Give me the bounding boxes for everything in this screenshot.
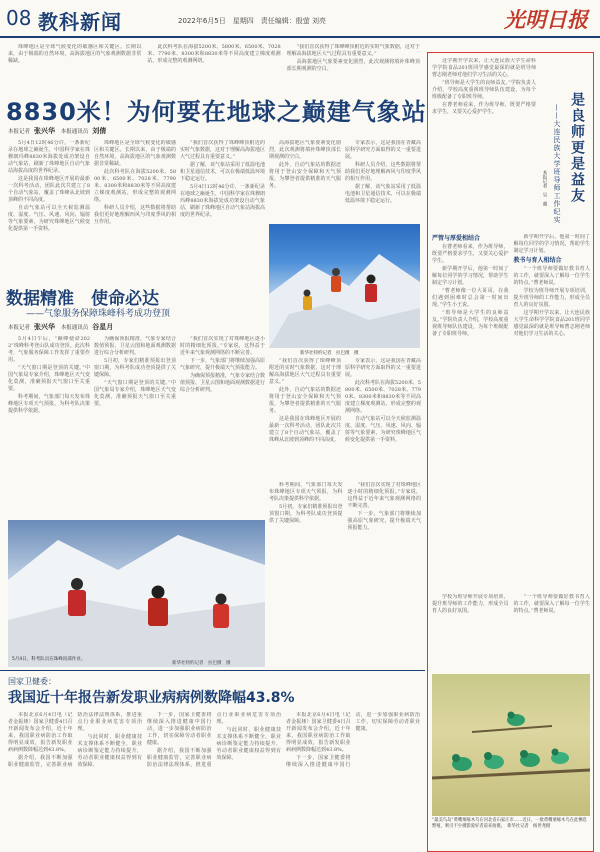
page-number: 08 xyxy=(6,6,32,30)
story2-subtitle: ——气象服务保障珠峰科考成功登顶 xyxy=(26,309,171,319)
issue-meta: 2022年6月5日 星期四 责任编辑：殷萤 刘亮 xyxy=(178,17,326,25)
story2-col2: 为确保预报精准，气象专家结合数值预报、卫星云图和地面观测数据进行综合分析研判。 5月初，专家们精准预报出登顶窗口期，为科考队成功登顶提供了关键保障。 “天气窗口期是登顶的关键。”中国气象局专家介绍，珠峰地区天气变化莫测，准确预报天气窗口至关重要。 xyxy=(94,336,176,407)
story2-byline: 本报记者 张兴华 本报通讯员 谷星月 xyxy=(8,323,114,331)
photo-top-caption: 新华社特约记者 拉巴摄 摄 xyxy=(300,351,359,356)
photo-bottom-credit: 新华社特约记者 拉巴摄 摄 xyxy=(172,661,231,666)
story1-col1: 5月4日12时46分许，一条新纪录在地球之巅诞生，中国科学家在珠穆朗玛峰8830米海拔处成功架设自动气象站，刷新了珠峰地区自动气象站海拔高度的世界纪录。 这是我国在珠峰地区开展的最新一次科考活动，团队此次共建立了8个自动气象站，覆盖了珠峰从北坡到顶峰的不同高度。 自动气象站可以全天候监测温度、湿度、气压、风速、风向、辐射等气象要素，为研究珠峰地区气候变化提供第一手资料。 xyxy=(8,140,90,232)
story1-col2: 珠峰地区是全球气候变化的敏感区和关键区。长期以来，由于极端的自然环境，高海拔地区的气象观测数据非常稀缺。 此次科考队在海拔5200米、5800米、6500米、7028米、7790米、8300米和8830米等不同高度建立梯度观测站，形成完整的观测网络。 科研人员介绍，这些数据将帮助我们更好地理解西风与印度季风的相互作用。 xyxy=(94,140,176,225)
story2-col1: 5月4日午后，“巅峰使命2022”珠峰科考登山队成功登顶。此次科考，气象服务保障工作发挥了重要作用。 “天气窗口期是登顶的关键。”中国气象局专家介绍，珠峰地区天气变化莫测，准确预报天气窗口至关重要。 科考期间，气象部门每天发布珠峰地区专项天气预报，为科考队决策提供科学依据。 xyxy=(8,336,90,414)
story1-col6: “我们首次获得了珠峰峰顶附近的实时气象数据，这对于理解高海拔地区大气过程具有重要意义。” 此外，自动气象站的数据还将用于登山安全保障和天气预报，为攀登者提供精准的天气服务。 这是我国在珠峰地区开展的最新一次科考活动，团队此次共建立了8个自动气象站，覆盖了珠峰从北坡到顶峰的不同高度。 xyxy=(269,358,341,443)
photo-bee-eaters xyxy=(432,674,590,816)
sidebar-body: 严管与厚爱相结合 在曹老师看来，作为班导师，既要严格要求学生，又要关心爱护学生。 新学期开学后，他第一时间了解每位同学的学习情况，帮助学生制定学习计划。 “曹老师像一位大哥哥，在我们遇到困难时总会第一时间出现。”学生小王说。 “班导师是大学生的良师益友。”学院负责人介绍，学校高度重视班导师队伍建设，为每个班级配备了专职班导师。 新学期开学后，他第一时间了解每位同学的学习情况，帮助学生制定学习计划。 教书与育人相结合 “一个班导师要做好教书育人的工作，就要深入了解每一位学生的特点。”曹老师说。 学校为班导师开展专项培训，提升班导师的工作能力，形成全员育人的良好氛围。 这学期开学以来，让大连民族大学生命科学学院食品201班同学感觉最深的就是班导师曹志刚老师对他们学习生活的关心。 xyxy=(432,234,590,337)
sidebar-intro: 这学期开学以来，让大连民族大学生命科学学院食品201班同学感觉最深的就是班导师曹志刚老师对他们学习生活的关心。 “班导师是大学生的良师益友。”学院负责人介绍，学校高度重视班导师队伍建设，为每个班级配备了专职班导师。 在曹老师看来，作为班导师，既要严格要求学生，又要关心爱护学生。 xyxy=(432,58,536,115)
page-header xyxy=(0,0,600,38)
story1-col5: 专家表示，这是我国在青藏高原科学研究方面取得的又一重要进展。 科研人员介绍，这些数据将帮助我们更好地理解西风与印度季风的相互作用。 据了解，该气象站采用了低温电池和卫星通信技术，可以在极端低温环境下稳定运行。 xyxy=(345,140,421,204)
newspaper-logo: 光明日报 xyxy=(504,7,588,32)
sidebar-byline: 本报记者 吴 蔺 xyxy=(542,170,547,206)
story2-col4: 科考期间，气象部门每天发布珠峰地区专项天气预报，为科考队决策提供科学依据。 5月初，专家们精准预报出登顶窗口期，为科考队成功登顶提供了关键保障。 “我们首次实现了对珠峰地区逐小时的精细化预报。”专家说，这得益于近年来气象观测网络的不断完善。 下一步，气象部门将继续加强高原气象研究，提升极端天气预报能力。 xyxy=(269,482,421,531)
sidebar-heading-1: 严管与厚爱相结合 xyxy=(432,235,481,242)
story1-col7: 专家表示，这是我国在青藏高原科学研究方面取得的又一重要进展。 此次科考队在海拔5200米、5800米、6500米、7028米、7790米、8300米和8830米等不同高度建立梯度观测站，形成完整的观测网络。 自动气象站可以全天候监测温度、湿度、气压、风速、风向、辐射等气象要素，为研究珠峰地区气候变化提供第一手资料。 xyxy=(345,358,421,443)
photo-glacier-camp xyxy=(8,520,265,667)
section-divider xyxy=(0,670,425,671)
story1-col3: “我们首次获得了珠峰峰顶附近的实时气象数据，这对于理解高海拔地区大气过程具有重要意义。” 据了解，该气象站采用了低温电池和卫星通信技术，可以在极端低温环境下稳定运行。 5月4日12时46分许，一条新纪录在地球之巅诞生，中国科学家在珠穆朗玛峰8830米海拔处成功架设自动气象站，刷新了珠峰地区自动气象站海拔高度的世界纪录。 xyxy=(180,140,265,218)
story1-headline: 8830米！为何要在地球之巅建气象站 xyxy=(6,98,427,126)
birds-caption: “最美鸟岛”黄嘴栗啄木鸟在河北省石家庄市……近日，一批黄嘴栗啄木鸟在此栖息繁殖，吸引不少摄影爱好者前来拍摄。 新华社记者 杨世尧摄 xyxy=(432,818,587,829)
photo-summit-climbers xyxy=(269,224,420,348)
story1-col4: 高海拔地区气象要素变化剧烈，此次观测将填补珠峰顶部长期观测的空白。 此外，自动气象站的数据还将用于登山安全保障和天气预报，为攀登者提供精准的天气服务。 xyxy=(269,140,341,189)
photo-bottom-caption: 5月4日，科考队员在珠峰顶部作业。 xyxy=(12,657,86,662)
story3-kicker: 国家卫健委： xyxy=(8,677,56,686)
sidebar-heading-2: 教书与育人相结合 xyxy=(513,257,562,264)
story2-col3: “我们首次实现了对珠峰地区逐小时的精细化预报。”专家说，这得益于近年来气象观测网络的不断完善。 下一步，气象部门将继续加强高原气象研究，提升极端天气预报能力。 为确保预报精准，气象专家结合数值预报、卫星云图和地面观测数据进行综合分析研判。 xyxy=(180,336,265,393)
story3-body: 本报北京6月4日电（记者金振娅）国家卫健委4日召开新闻发布会介绍，近十年来，我国职业病防治工作取得明显成效，报告新发职业病病例数降幅达到43.8%。 据介绍，我国不断加强职业健康监管，完善职业病防治法律法规体系，推进重点行业职业病危害专项治理。 与此同时，职业健康技术支撑体系不断健全，职业病诊断鉴定能力持续提升，劳动者职业健康权益得到有效保障。 下一步，国家卫健委将继续深入推进健康中国行动，进一步加强职业病防治工作，切实保障劳动者职业健康。 据介绍，我国不断加强职业健康监管，完善职业病防治法律法规体系，推进重点行业职业病危害专项治理。 与此同时，职业健康技术支撑体系不断健全，职业病诊断鉴定能力持续提升，劳动者职业健康权益得到有效保障。 本报北京6月4日电（记者金振娅）国家卫健委4日召开新闻发布会介绍，近十年来，我国职业病防治工作取得明显成效，报告新发职业病病例数降幅达到43.8%。 下一步，国家卫健委将继续深入推进健康中国行动，进一步加强职业病防治工作，切实保障劳动者职业健康。 xyxy=(8,712,420,768)
sidebar-body-tail: 学校为班导师开展专项培训，提升班导师的工作能力，形成全员育人的良好氛围。 “一个班导师要做好教书育人的工作，就要深入了解每一位学生的特点。”曹老师说。 xyxy=(432,594,590,614)
story2-headline: 数据精准 使命必达 xyxy=(6,289,159,309)
sidebar-subtitle: ——大连民族大学班导师工作纪实 xyxy=(553,104,561,224)
story3-headline: 我国近十年报告新发职业病病例数降幅43.8% xyxy=(8,690,295,706)
section-title: 教科新闻 xyxy=(38,10,122,34)
sidebar-headline: 是良师更是益友 xyxy=(569,92,585,204)
story1-byline: 本报记者 张兴华 本报通讯员 刘倩 xyxy=(8,127,107,135)
story1-lead-text: 珠峰地区是全球气候变化的敏感区和关键区。长期以来，由于极端的自然环境，高海拔地区的气象观测数据非常稀缺。 此次科考队在海拔5200米、5800米、6500米、7028米、7790米、8300米和8830米等不同高度建立梯度观测站，形成完整的观测网络。 “我们首次获得了珠峰峰顶附近的实时气象数据，这对于理解高海拔地区大气过程具有重要意义。” 高海拔地区气象要素变化剧烈，此次观测将填补珠峰顶部长期观测的空白。 xyxy=(8,44,420,72)
